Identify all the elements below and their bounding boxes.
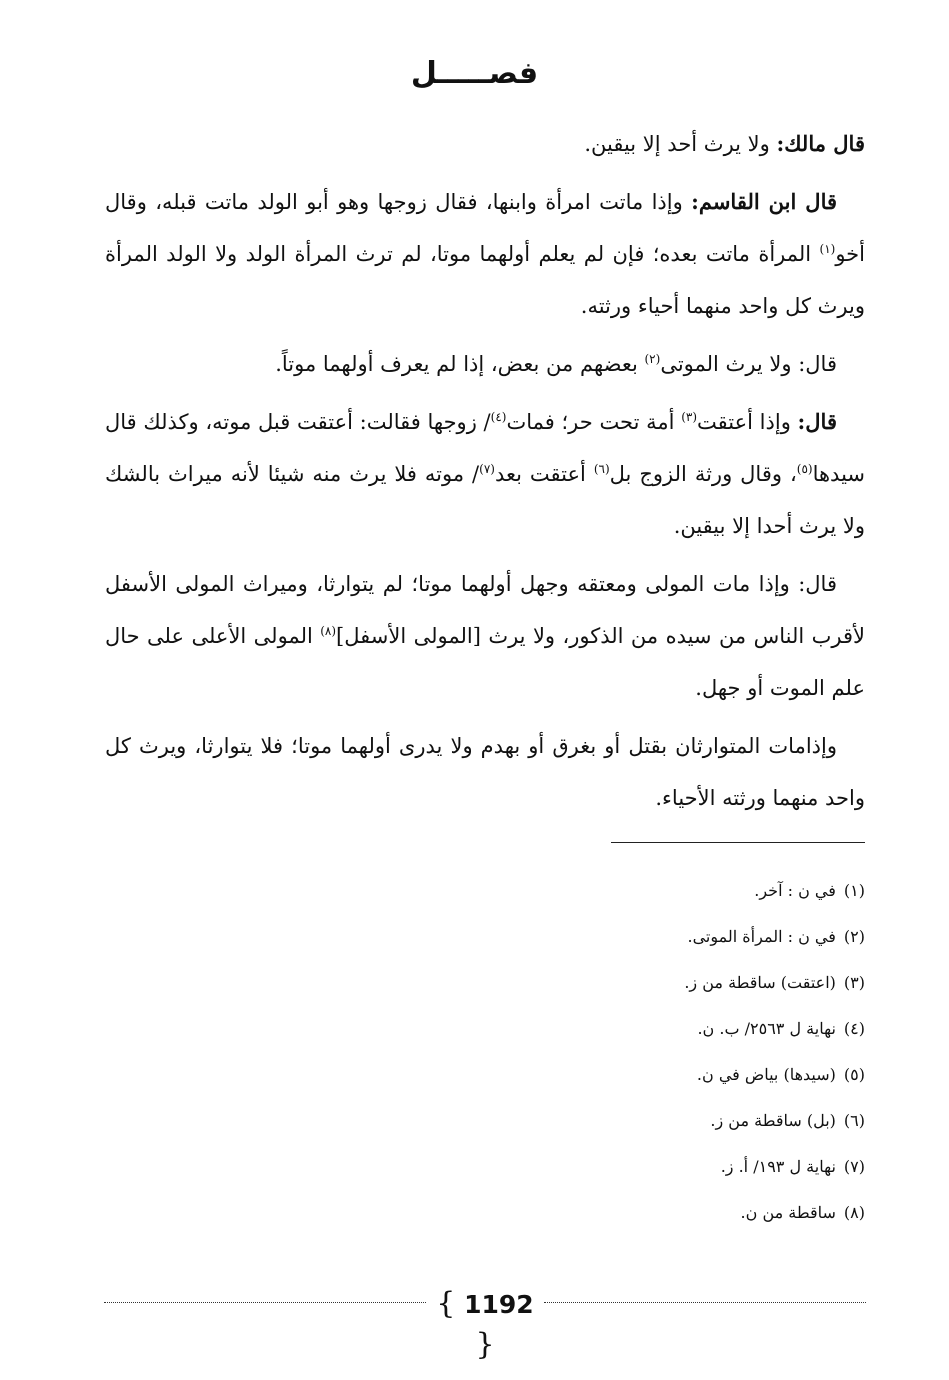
paragraph-5 [105,558,865,714]
paragraph-5-text-cont: المولى الأعلى على حال علم الموت أو جهل. [105,624,865,700]
page-number: 1192 [464,1290,534,1319]
paragraph-4-lead: قال: [797,409,837,434]
paragraph-3 [105,338,865,390]
footer-dotted-line-right [544,1302,866,1303]
footnote-text: ساقطة من ن. [740,1203,836,1222]
footnote-ref-3[interactable]: (٣) [681,410,698,424]
footnote-number: (٥) [843,1065,865,1084]
section-title [0,56,949,91]
paragraph-6-text: وإذامات المتوارثان بقتل أو بغرق أو بهدم ولا يدرى أولهما موتا؛ فلا يتوارثا، ويرث كل واحد منهما ورثته الأحياء. [105,734,865,810]
footnote-ref-5[interactable]: (٥) [796,462,813,476]
paragraph-4 [105,396,865,552]
footnote-divider [611,842,865,843]
footnote-number: (٤) [843,1019,865,1038]
footnote-number: (٦) [843,1111,865,1130]
section-title-text: فصـــــل [410,56,539,91]
footnote-text: نهاية ل ٢٥٦٣/ ب. ن. [697,1019,836,1038]
paragraph-2-text: وإذا ماتت امرأة وابنها، فقال زوجها وهو أبو الولد ماتت قبله، وقال أخو [105,190,865,266]
paragraph-6 [105,720,865,824]
paragraph-4-text-4: ، وقال ورثة الزوج بل [609,462,797,486]
footnote-text: (بل) ساقطة من ز. [710,1111,836,1130]
paragraph-2-text-cont: المرأة ماتت بعده؛ فإن لم يعلم أولهما موتا، لم ترث المرأة الولد ولا الولد المرأة ويرث كل واحد منهما أحياء ورثته. [105,242,865,318]
paragraph-4-text-3: / زوجها فقالت: أعتقت قبل موته، وكذلك قال سيدها [105,410,866,486]
footnote-item [105,868,865,914]
paragraph-2-lead: قال ابن القاسم: [691,189,838,214]
paragraph-4-text-6: / موته فلا يرث منه شيئا لأنه ميراث بالشك ولا يرث أحدا إلا بيقين. [105,462,865,538]
paragraph-1 [105,118,865,170]
footnote-ref-6[interactable]: (٦) [593,462,610,476]
paragraph-1-text: ولا يرث أحد إلا بيقين. [584,132,777,156]
footnote-item [105,914,865,960]
footer-dotted-line-left [104,1302,426,1303]
footnote-item [105,1006,865,1052]
footnotes-list [105,868,865,1236]
footnote-text: في ن : المرأة الموتى. [687,927,836,946]
footnote-text: (اعتقت) ساقطة من ز. [684,973,836,992]
footnote-number: (٧) [843,1157,865,1176]
footnote-item [105,960,865,1006]
footnote-text: نهاية ل ١٩٣/ أ. ز. [720,1157,836,1176]
footnote-item [105,1052,865,1098]
footnote-item [105,1190,865,1236]
footnote-ref-1[interactable]: (١) [819,242,836,256]
footnote-text: في ن : آخر. [754,881,836,900]
brace-open: { [436,1286,456,1321]
brace-close: } [475,1327,495,1362]
paragraph-4-text-2: أمة تحت حر؛ فمات [506,410,682,434]
paragraph-4-text-5: أعتقت بعد [494,462,594,486]
footnote-ref-4[interactable]: (٤) [490,410,507,424]
footnote-ref-2[interactable]: (٢) [644,352,661,366]
paragraph-1-lead: قال مالك: [776,131,865,156]
footnote-item [105,1098,865,1144]
footnote-ref-8[interactable]: (٨) [320,624,337,638]
paragraph-5-text: قال: وإذا مات المولى ومعتقه وجهل أولهما موتا؛ لم يتوارثا، وميراث المولى الأسفل لأقرب الناس من سيده من الذكور، ولا يرث [المولى الأسفل] [105,572,865,648]
paragraph-3-text: قال: ولا يرث الموتى [660,352,837,376]
paragraph-3-text-cont: بعضهم من بعض، إذا لم يعرف أولهما موتاً. [275,352,645,376]
main-text [105,118,865,830]
paragraph-4-text: وإذا أعتقت [697,410,798,434]
page-number-box [426,1284,544,1362]
footnote-number: (٣) [843,973,865,992]
footnote-number: (٨) [843,1203,865,1222]
footnote-ref-7[interactable]: (٧) [479,462,495,476]
footnote-number: (٢) [843,927,865,946]
footnote-number: (١) [843,881,865,900]
footnote-text: (سيدها) بياض في ن. [696,1065,836,1084]
footnote-item [105,1144,865,1190]
paragraph-2 [105,176,865,332]
page-footer [104,1284,866,1362]
